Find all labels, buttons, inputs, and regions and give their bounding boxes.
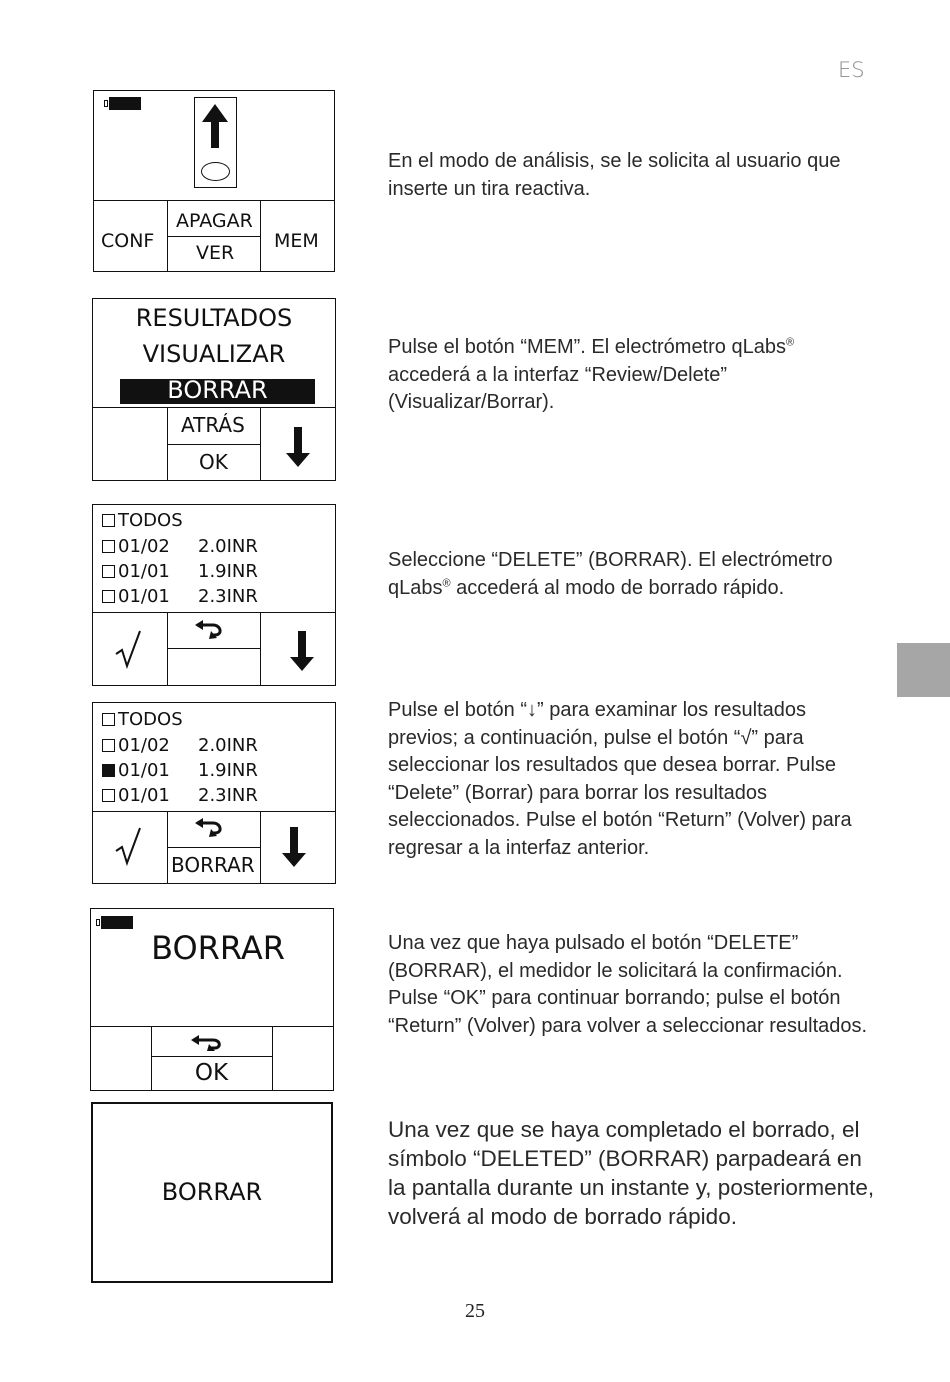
screen-review-delete — [92, 298, 336, 481]
checkbox-icon — [102, 739, 115, 752]
description-5: Una vez que haya pulsado el botón “DELETE” (BORRAR), el medidor le solicitará la confirmación. Pulse “OK” para continuar borrando; pulse el botón “Return” (Volver) para volver a seleccionar resultados. — [388, 932, 868, 1037]
checkbox-icon — [102, 789, 115, 802]
ok-button[interactable]: OK — [194, 1060, 229, 1086]
description-6: Una vez que se haya completado el borrado, el símbolo “DELETED” (BORRAR) parpadeará en la pantalla durante un instante y, posteriormente, volverá al modo de borrado rápido. — [388, 1117, 875, 1229]
list-item[interactable]: 01/01 2.3INR — [102, 785, 258, 806]
screen-confirm-delete — [90, 908, 334, 1091]
list-item-todos[interactable]: TODOS — [102, 709, 183, 730]
checkbox-checked-icon — [102, 764, 115, 777]
battery-icon — [101, 916, 133, 929]
menu-resultados: RESULTADOS — [135, 304, 293, 332]
list-item[interactable]: 01/02 2.0INR — [102, 735, 258, 756]
ver-button[interactable]: VER — [196, 242, 235, 264]
menu-borrar[interactable]: BORRAR — [167, 376, 268, 404]
checkbox-icon — [102, 590, 115, 603]
checkbox-icon — [102, 713, 115, 726]
down-arrow-icon[interactable] — [283, 425, 313, 469]
checkbox-icon — [102, 565, 115, 578]
list-item-todos[interactable]: TODOS — [102, 510, 183, 531]
return-icon[interactable] — [193, 817, 229, 839]
mem-button[interactable]: MEM — [274, 230, 319, 252]
checkmark-icon[interactable] — [113, 628, 143, 672]
checkbox-icon — [102, 540, 115, 553]
checkmark-icon[interactable] — [113, 825, 143, 869]
borrar-button[interactable]: BORRAR — [171, 853, 255, 877]
screen-quick-delete — [92, 504, 336, 686]
language-label: ES — [838, 58, 865, 82]
list-item-selected[interactable]: 01/01 1.9INR — [102, 760, 258, 781]
ok-button[interactable]: OK — [199, 450, 228, 474]
description-2: Pulse el botón “MEM”. El electrómetro qLabs® accederá a la interfaz “Review/Delete” (Visualizar/Borrar). — [388, 336, 795, 413]
test-strip-icon — [194, 97, 237, 188]
deleted-message: BORRAR — [161, 1178, 263, 1206]
apagar-button[interactable]: APAGAR — [176, 210, 253, 232]
atras-button[interactable]: ATRÁS — [181, 413, 245, 437]
description-1: En el modo de análisis, se le solicita al usuario que inserte un tira reactiva. — [388, 150, 841, 200]
return-icon[interactable] — [193, 619, 229, 641]
down-arrow-icon[interactable] — [287, 629, 317, 673]
screen-select-results — [92, 702, 336, 884]
list-item[interactable]: 01/02 2.0INR — [102, 536, 258, 557]
description-4: Pulse el botón “↓” para examinar los resultados previos; a continuación, pulse el botón “√” para seleccionar los resultados que desea borrar. Pulse “Delete” (Borrar) para borrar los resultados seleccionados. Pulse el botón “Return” (Volver) para regresar a la interfaz anterior. — [388, 699, 852, 859]
section-tab — [897, 643, 950, 697]
down-arrow-icon[interactable] — [279, 825, 309, 869]
up-arrow-icon — [195, 102, 235, 152]
screen-insert-strip — [93, 90, 335, 272]
list-item[interactable]: 01/01 2.3INR — [102, 586, 258, 607]
menu-visualizar: VISUALIZAR — [142, 340, 286, 368]
screen-deleted — [91, 1102, 333, 1283]
list-item[interactable]: 01/01 1.9INR — [102, 561, 258, 582]
confirm-title: BORRAR — [151, 929, 285, 967]
conf-button[interactable]: CONF — [101, 230, 155, 252]
page-number: 25 — [465, 1300, 485, 1322]
battery-icon — [109, 97, 141, 110]
checkbox-icon — [102, 514, 115, 527]
return-icon[interactable] — [189, 1034, 229, 1052]
description-3: Seleccione “DELETE” (BORRAR). El electrómetro qLabs® accederá al modo de borrado rápido. — [388, 549, 833, 599]
